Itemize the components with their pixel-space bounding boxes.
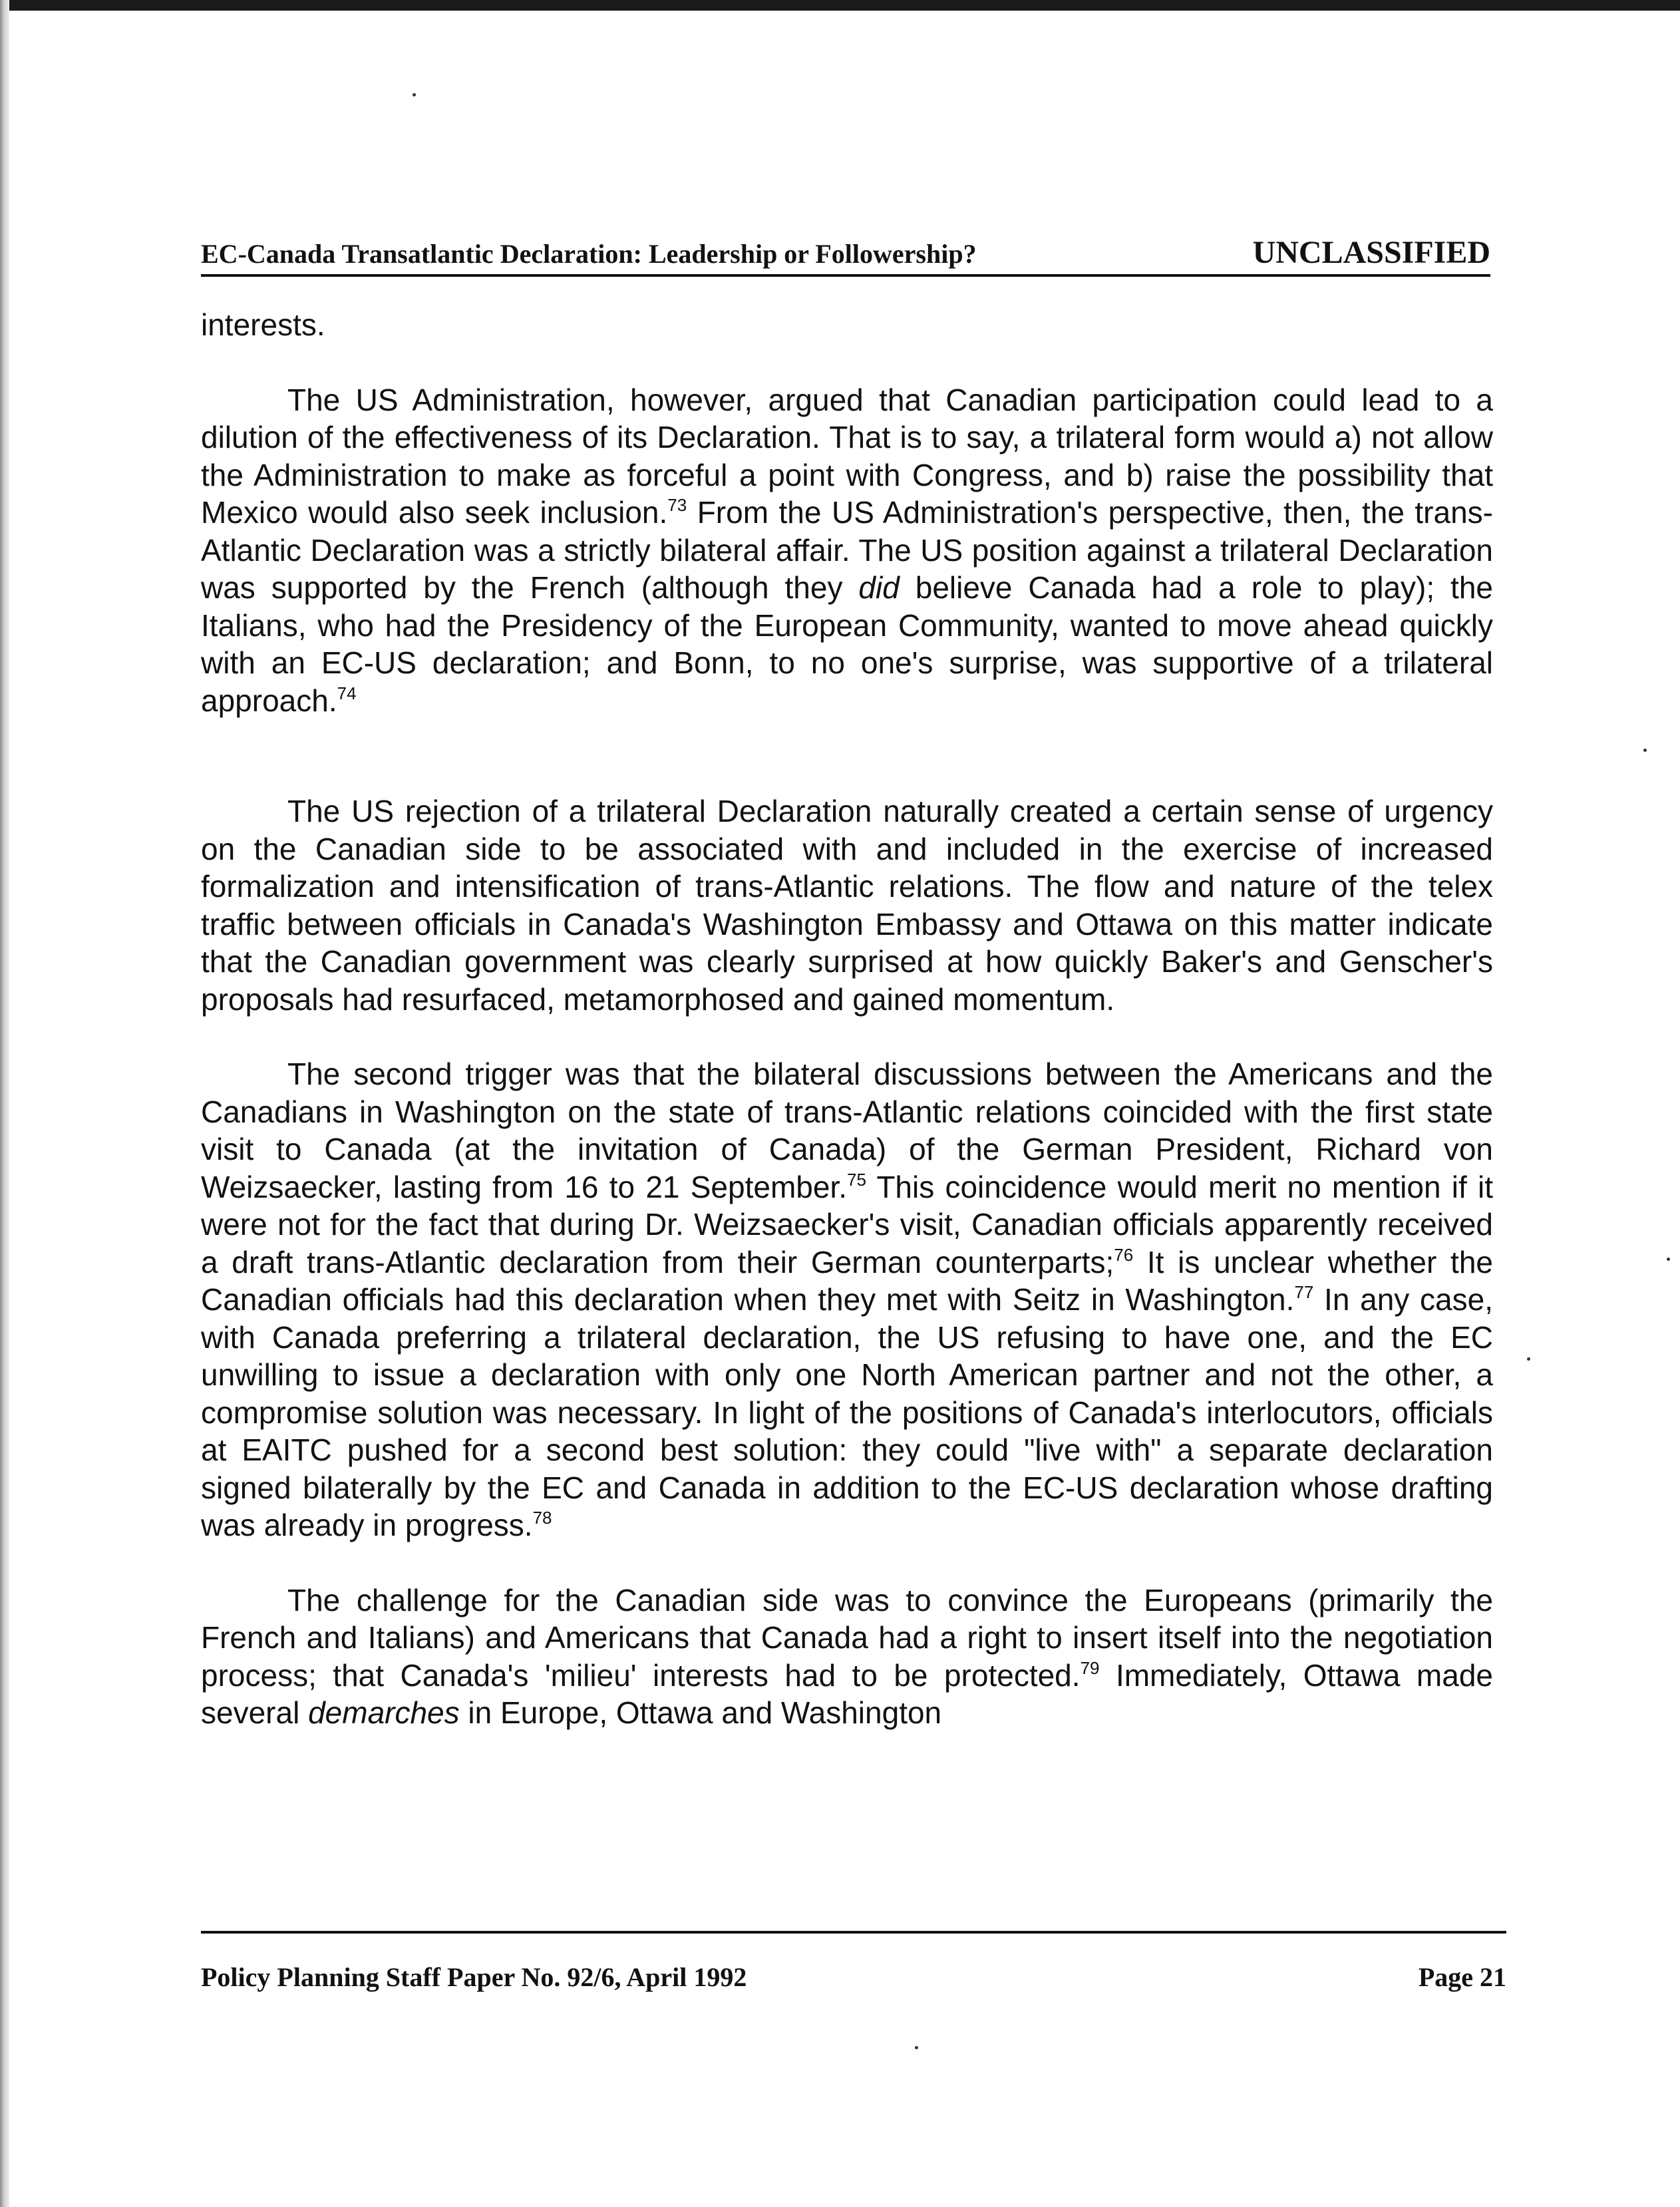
page-number: Page 21 bbox=[1418, 1962, 1506, 1992]
emphasized-text: demarches bbox=[308, 1695, 460, 1730]
header-title: EC-Canada Transatlantic Declaration: Leadership or Followership? bbox=[201, 239, 977, 269]
page-header bbox=[201, 234, 1490, 277]
paragraph-second-trigger bbox=[201, 1055, 1493, 1544]
scan-top-rule bbox=[0, 0, 1680, 11]
text-run: in Europe, Ottawa and Washington bbox=[459, 1695, 942, 1730]
footnote-ref: 76 bbox=[1114, 1244, 1134, 1265]
paragraph-canadian-challenge bbox=[201, 1582, 1493, 1732]
scan-speck bbox=[915, 2046, 918, 2049]
text-run: The US rejection of a trilateral Declaration naturally created a certain sense of urgency on the Canadian side to be associated with and included in the exercise of increased formalization and intensification of trans-Atlantic relations. The flow and nature of the telex traffic between officials in Canada's Washington Embassy and Ottawa on this matter indicate that the Canadian government was clearly surprised at how quickly Baker's and Genscher's proposals had resurfaced, metamorphosed and gained momentum. bbox=[201, 794, 1493, 1017]
text-run: The challenge for the Canadian side was to convince the Europeans (primarily the French and Italians) and Americans that Canada had a right to insert itself into the negotiation process; that Canada's 'milieu' interests had to be protected. bbox=[201, 1582, 1493, 1693]
text-run: interests. bbox=[201, 307, 325, 342]
footnote-ref: 77 bbox=[1294, 1282, 1314, 1302]
paragraph-us-rejection bbox=[201, 792, 1493, 1018]
footnote-ref: 73 bbox=[667, 495, 687, 515]
text-run: In any case, with Canada preferring a trilateral declaration, the US refusing to have one, and the EC unwilling to issue a declaration with only one North American partner and not the other, a compromise solution was necessary. In light of the positions of Canada's interlocutors, officials at EAITC pushed for a second best solution: they could "live with" a separate declaration signed bilaterally by the EC and Canada in addition to the EC-US declaration whose drafting was already in progress. bbox=[201, 1282, 1493, 1542]
scan-left-edge bbox=[0, 0, 9, 2207]
scan-speck bbox=[1643, 749, 1647, 752]
footnote-ref: 78 bbox=[532, 1508, 552, 1528]
body-text bbox=[201, 306, 1493, 1732]
scan-speck bbox=[413, 93, 416, 96]
paragraph-us-administration bbox=[201, 381, 1493, 720]
text-run: The second trigger was that the bilateral discussions between the Americans and the Canadians in Washington on the state of trans-Atlantic relations coincided with the first state visit to Canada (at the invitation of Canada) of the German President, Richard von Weizsaecker, lasting from 16 to 21 September. bbox=[201, 1057, 1493, 1204]
footnote-ref: 79 bbox=[1080, 1657, 1100, 1678]
footnote-ref: 75 bbox=[847, 1169, 866, 1190]
text-run: From the US Administration's perspective, then, the trans-Atlantic Declaration was a strictly bilateral affair. The US position against a trilateral Declaration was supported by the French (although they bbox=[201, 495, 1493, 605]
scan-speck bbox=[1667, 1258, 1670, 1261]
page-footer bbox=[201, 1931, 1506, 1992]
footnote-ref: 74 bbox=[337, 683, 357, 703]
emphasized-text: did bbox=[858, 570, 900, 605]
text-run: It is unclear whether the Canadian officials had this declaration when they met with Seitz in Washington. bbox=[201, 1244, 1494, 1317]
scan-speck bbox=[1527, 1357, 1530, 1361]
text-run: The US Administration, however, argued that Canadian participation could lead to a dilution of the effectiveness of its Declaration. That is to say, a trilateral form would a) not allow the Administration to make as forceful a point with Congress, and b) raise the possibility that Mexico would also seek inclusion. bbox=[201, 382, 1493, 530]
text-run: believe Canada had a role to play); the Italians, who had the Presidency of the European Community, wanted to move ahead quickly with an EC-US declaration; and Bonn, to no one's surprise, was supportive of a trilateral approach. bbox=[201, 570, 1494, 718]
classification-label: UNCLASSIFIED bbox=[1252, 235, 1490, 270]
text-run: This coincidence would merit no mention if it were not for the fact that during Dr. Weizsaecker's visit, Canadian officials apparently received a draft trans-Atlantic declaration from their German counterparts; bbox=[201, 1169, 1493, 1279]
footer-source: Policy Planning Staff Paper No. 92/6, April 1992 bbox=[201, 1962, 747, 1992]
paragraph-continuation bbox=[201, 306, 1493, 344]
text-run: Immediately, Ottawa made several bbox=[201, 1657, 1493, 1730]
